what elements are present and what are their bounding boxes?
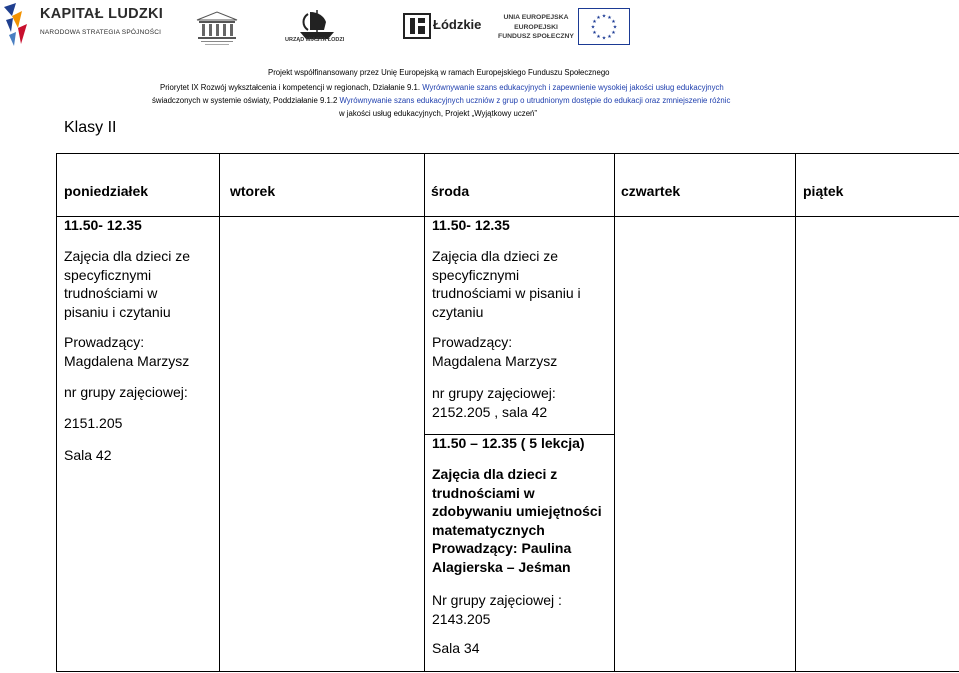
wednesday-subject-line: Zajęcia dla dzieci ze [432,248,559,264]
eu-star-icon: ★ [592,29,597,36]
wednesday-group-room: 2152.205 , sala 42 [432,403,548,420]
public-consulting-logo-icon [193,10,241,46]
table-col-border-3 [424,153,425,672]
kapital-ludzki-logo-icon [3,2,29,47]
eu-label-line3: FUNDUSZ SPOŁECZNY [498,33,574,40]
wednesday-teacher-2-line2: Alagierska – Jeśman [432,558,571,575]
kapital-ludzki-subtitle: NARODOWA STRATEGIA SPÓJNOŚCI [40,29,162,36]
wednesday-subject-2-line: Zajęcia dla dzieci z [432,466,558,482]
monday-group-number: 2151.205 [64,415,123,431]
eu-star-icon: ★ [596,33,601,40]
table-col-border-5 [795,153,796,672]
eu-star-icon: ★ [611,18,616,25]
class-title: Klasy II [64,119,117,136]
wednesday-subject-line: trudnościami w pisaniu i [432,285,581,301]
kapital-ludzki-title: KAPITAŁ LUDZKI [40,6,164,22]
project-line-4: w jakości usług edukacyjnych, Projekt „Wyjątkowy uczeń” [339,109,537,118]
project-line-2-part-a: Priorytet IX Rozwój wykształcenia i kompetencji w regionach, Działanie 9.1. [160,83,423,92]
eu-label-line2: EUROPEJSKI [514,23,558,31]
eu-star-icon: ★ [612,24,618,31]
wednesday-group-2-number: 2143.205 [432,610,491,627]
lodzkie-label: Łódzkie [433,17,482,32]
table-top-border [56,153,959,154]
wednesday-room-2: Sala 34 [432,640,480,656]
monday-subject [64,247,190,321]
monday-group-label: nr grupy zajęciowej: [64,384,188,400]
wednesday-teacher [432,333,557,370]
wednesday-subject-line: czytaniu [432,303,484,320]
monday-subject-line: Zajęcia dla dzieci ze [64,248,191,264]
day-header-monday: poniedziałek [64,183,149,199]
wednesday-time: 11.50- 12.35 [432,217,510,233]
project-line-1: Projekt współfinansowany przez Unię Europejską w ramach Europejskiego Funduszu Społecznego [268,68,610,77]
eu-star-icon: ★ [601,13,607,20]
project-line-3 [152,96,730,105]
urzad-miasta-label: URZĄD MIASTA ŁODZI [285,37,345,43]
monday-subject-line: trudnościami w [64,285,158,301]
wednesday-subject-2-line: matematycznych [432,521,545,538]
wednesday-group-2 [432,591,562,628]
table-bottom-border [56,671,959,672]
wednesday-subject [432,247,581,321]
eu-star-icon: ★ [592,18,597,25]
eu-star-icon: ★ [601,35,607,42]
table-col-border-2 [219,153,220,672]
day-header-tuesday: wtorek [230,183,276,199]
wednesday-teacher-name: Magdalena Marzysz [432,352,558,369]
eu-flag-icon [578,8,630,45]
wednesday-teacher-2-line1: Prowadzący: Paulina [432,540,572,556]
table-col-border-1 [56,153,57,672]
eu-star-icon: ★ [596,14,601,21]
monday-teacher-name: Magdalena Marzysz [64,352,190,369]
logo-bar [0,0,959,50]
eu-label [492,13,580,42]
monday-subject-line: specyficznymi [64,266,152,283]
wednesday-subject-line: specyficznymi [432,266,520,283]
eu-star-icon: ★ [607,33,612,40]
lodzkie-logo-icon [402,12,432,40]
monday-room: Sala 42 [64,447,112,463]
eu-star-icon: ★ [607,14,612,21]
wednesday-group-label: nr grupy zajęciowej: [432,385,556,401]
day-header-friday: piątek [803,183,844,199]
wednesday-subject-2 [432,465,602,576]
monday-teacher-label: Prowadzący: [64,334,145,350]
wednesday-group [432,384,556,421]
day-header-thursday: czwartek [621,183,681,199]
project-line-2 [160,83,724,92]
day-header-wednesday: środa [431,183,470,199]
eu-star-icon: ★ [590,24,596,31]
wednesday-group-2-label: Nr grupy zajęciowej : [432,592,562,608]
monday-subject-line: pisaniu i czytaniu [64,303,171,320]
wednesday-subject-2-line: trudnościami w [432,484,535,501]
wednesday-time-2: 11.50 – 12.35 ( 5 lekcja) [432,435,585,451]
table-col-border-4 [614,153,615,672]
project-line-3-part-a: świadczonych w systemie oświaty, Poddziałanie 9.1.2 [152,96,340,105]
eu-star-icon: ★ [611,29,616,36]
project-line-3-part-b: Wyrównywanie szans edukacyjnych uczniów z grup o utrudnionym dostępie do edukacji oraz zmniejszenie różnic [339,96,731,105]
wednesday-teacher-label: Prowadzący: [432,334,513,350]
monday-time: 11.50- 12.35 [64,217,142,233]
wednesday-subject-2-line: zdobywaniu umiejętności [432,503,602,519]
monday-teacher [64,333,189,370]
project-line-2-part-b: Wyrównywanie szans edukacyjnych i zapewnienie wysokiej jakości usług edukacyjnych [422,83,724,92]
eu-label-line1: UNIA EUROPEJSKA [503,14,569,21]
